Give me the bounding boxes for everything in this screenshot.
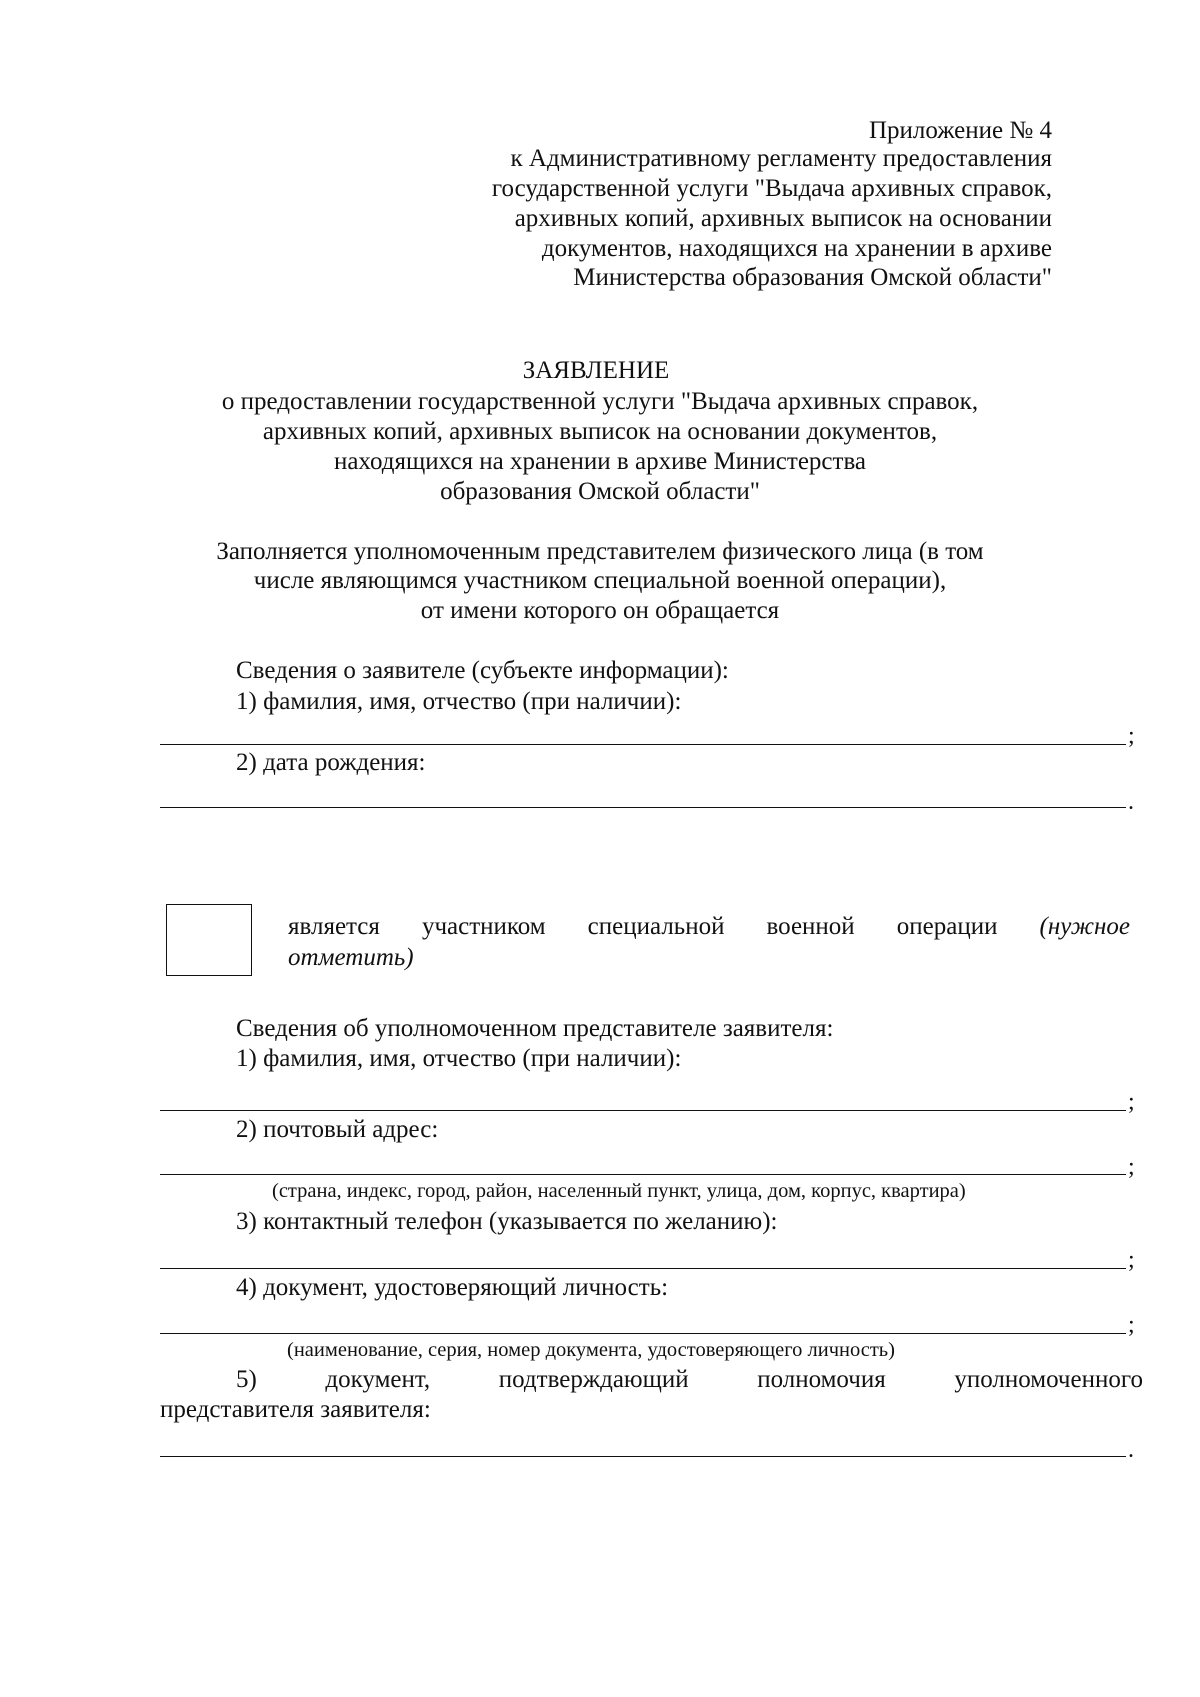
- representative-heading: Сведения об уполномоченном представителе заявителя:: [236, 1015, 834, 1042]
- svo-word: операции: [896, 913, 998, 940]
- note-line: Заполняется уполномоченным представителем физического лица (в том: [216, 538, 984, 565]
- representative-phone-label: 3) контактный телефон (указывается по желанию):: [236, 1208, 778, 1235]
- appendix-line: архивных копий, архивных выписок на основании: [514, 205, 1052, 232]
- applicant-fio-field[interactable]: [160, 744, 1126, 745]
- representative-fio-label: 1) фамилия, имя, отчество (при наличии):: [236, 1045, 682, 1072]
- field-end-mark: ;: [1128, 723, 1135, 749]
- svo-text-line2: отметить): [288, 944, 414, 971]
- applicant-birth-label: 2) дата рождения:: [236, 749, 426, 776]
- field-end-mark: .: [1128, 789, 1134, 815]
- representative-id-doc-label: 4) документ, удостоверяющий личность:: [236, 1274, 669, 1301]
- field-end-mark: ;: [1128, 1154, 1135, 1180]
- title-line: находящихся на хранении в архиве Министерства: [333, 448, 867, 475]
- title-line: образования Омской области": [440, 478, 760, 505]
- authority-text-line: [236, 1364, 1143, 1396]
- authority-word: документ,: [325, 1366, 431, 1393]
- authority-text-line2: представителя заявителя:: [160, 1396, 431, 1423]
- representative-authority-field[interactable]: [160, 1456, 1126, 1457]
- svo-word: является: [288, 913, 380, 940]
- id-doc-hint: (наименование, серия, номер документа, удостоверяющего личность): [287, 1339, 895, 1361]
- representative-address-field[interactable]: [160, 1174, 1126, 1175]
- appendix-line: документов, находящихся на хранении в архиве: [541, 235, 1052, 262]
- authority-word: 5): [236, 1366, 257, 1393]
- svo-word: участником: [421, 913, 546, 940]
- representative-phone-field[interactable]: [160, 1268, 1126, 1269]
- svo-checkbox[interactable]: [166, 904, 252, 976]
- authority-word: подтверждающий: [498, 1366, 689, 1393]
- appendix-line: Министерства образования Омской области": [573, 264, 1052, 291]
- svo-word: специальной: [587, 913, 725, 940]
- representative-address-label: 2) почтовый адрес:: [236, 1116, 439, 1143]
- field-end-mark: .: [1128, 1437, 1134, 1463]
- authority-word: уполномоченного: [954, 1366, 1143, 1393]
- svo-text-line: [288, 911, 1130, 943]
- svo-word: (нужное: [1039, 913, 1130, 940]
- applicant-heading: Сведения о заявителе (субъекте информации):: [236, 657, 729, 684]
- representative-fio-field[interactable]: [160, 1110, 1126, 1111]
- note-line: от имени которого он обращается: [420, 597, 780, 624]
- field-end-mark: ;: [1128, 1089, 1135, 1115]
- address-hint: (страна, индекс, город, район, населенный пункт, улица, дом, корпус, квартира): [272, 1180, 966, 1202]
- applicant-fio-label: 1) фамилия, имя, отчество (при наличии):: [236, 688, 682, 715]
- field-end-mark: ;: [1128, 1312, 1135, 1338]
- svo-word: военной: [766, 913, 855, 940]
- title-line: о предоставлении государственной услуги "Выдача архивных справок,: [221, 388, 979, 415]
- note-line: числе являющимся участником специальной военной операции),: [253, 567, 947, 594]
- appendix-line: к Административному регламенту предоставления: [510, 145, 1052, 172]
- appendix-line: государственной услуги "Выдача архивных справок,: [491, 175, 1052, 202]
- representative-id-doc-field[interactable]: [160, 1333, 1126, 1334]
- title-line: архивных копий, архивных выписок на основании документов,: [262, 418, 938, 445]
- appendix-number: Приложение № 4: [868, 117, 1052, 144]
- authority-word: полномочия: [757, 1366, 886, 1393]
- document-heading: ЗАЯВЛЕНИЕ: [522, 357, 670, 384]
- field-end-mark: ;: [1128, 1247, 1135, 1273]
- applicant-birth-field[interactable]: [160, 807, 1126, 808]
